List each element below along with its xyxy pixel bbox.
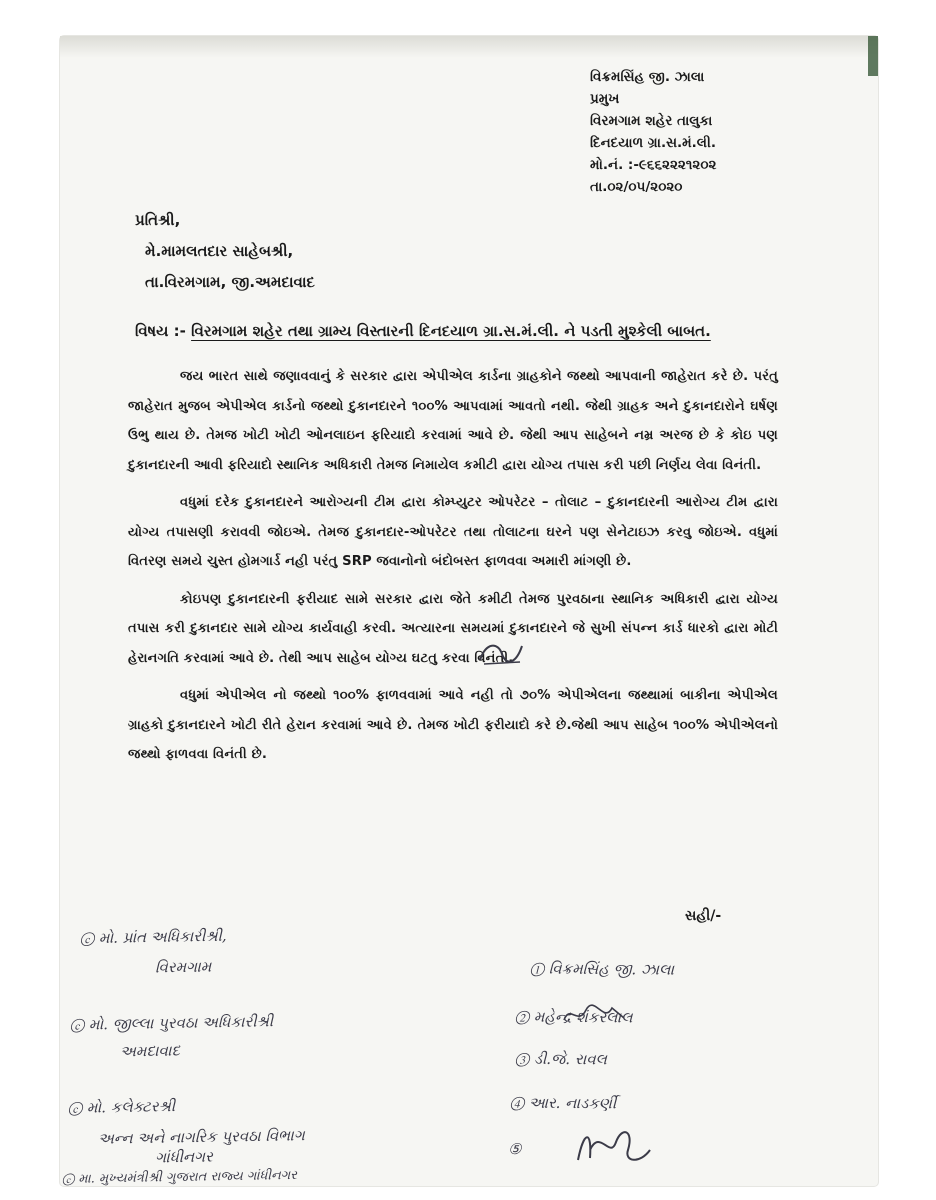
sender-role: પ્રમુખ [590, 91, 620, 107]
sender-block [590, 66, 716, 198]
paragraph-3: કોઇપણ દુકાનદારની ફરીયાદ સામે સરકાર દ્વારા જેતે કમીટી તેમજ પુરવઠાના સ્થાનિક અધિકારી દ્વારા યોગ્ય તપાસ કરી દુકાનદાર સામે યોગ્ય કાર્યવાહી કરવી. અત્યારના સમયમાં દુકાનદારને જે સુખી સંપન્ન કાર્ડ ધારકો દ્વારા મોટી હેરાનગતિ કરવામાં આવે છે. તેથી આપ સાહેબ યોગ્ય ઘટતુ કરવા વિનંતી. [128, 591, 778, 666]
letter-date: તા.૦૨/૦૫/૨૦૨૦ [590, 179, 683, 195]
cc-note-3-dept: અન્ન અને નાગરિક પુરવઠા વિભાગ [97, 1126, 305, 1148]
signature-5-scribble [570, 1120, 660, 1170]
cc-note-1: ⓒ મો. પ્રાંત અધિકારીશ્રી, [79, 926, 227, 948]
subject-text: વિરમગામ શહેર તથા ગ્રામ્ય વિસ્તારની દિનદયાળ ગ્રા.સ.મં.લી. ને પડતી મુશ્કેલી બાબત. [191, 322, 711, 340]
signature-2: ② મહેન્દ્ર શંકરલાલ [514, 1007, 633, 1027]
handwritten-correction [476, 638, 526, 668]
signature-3: ③ ડી.જે. રાવલ [514, 1049, 608, 1069]
letter-body [128, 362, 778, 778]
subject-label: વિષય :- [135, 322, 186, 340]
cc-note-4: ⓒ મા. મુખ્યમંત્રીશ્રી ગુજરાત રાજ્ય ગાંધીનગર [61, 1167, 298, 1188]
sender-assoc: દિનદયાળ ગ્રા.સ.મં.લી. [590, 135, 717, 151]
cc-note-1-place: વિરમગામ [154, 957, 212, 977]
cc-note-3: ⓒ મો. કલેક્ટરશ્રી [67, 1097, 176, 1117]
cc-note-2: ⓒ મો. જીલ્લા પુરવઠા અધિકારીશ્રી [69, 1012, 274, 1034]
signature-2-scribble [560, 1000, 630, 1030]
cc-note-2-place: અમદાવાદ [119, 1041, 181, 1061]
photo-edge [868, 36, 878, 76]
paragraph-4: વધુમાં એપીએલ નો જથ્થો ૧૦૦% ફાળવવામાં આવે નહી તો ૭૦% એપીએલના જથ્થામાં બાકીના એપીએલ ગ્રાહકો દુકાનદારને ખોટી રીતે હેરાન કરવામાં આવે છે. તેમજ ખોટી ફરીયાદો કરે છે.જેથી આપ સાહેબ ૧૦૦% એપીએલનો જથ્થો ફાળવવા વિનંતી છે. [128, 688, 778, 762]
sender-name: વિક્રમસિંહ જી. ઝાલા [590, 69, 705, 85]
subject-line [135, 322, 711, 340]
signature-5: ⑤ [507, 1139, 522, 1159]
sender-mobile: મો.નં. :-૯૬૬૨૨૨૧૨૦૨ [590, 157, 717, 173]
recipient-line2: મે.મામલતદાર સાહેબશ્રી, [145, 242, 294, 260]
paragraph-1: જય ભારત સાથે જણાવવાનું કે સરકાર દ્વારા એપીએલ કાર્ડના ગ્રાહકોને જથ્થો આપવાની જાહેરાત કરે છે. પરંતુ જાહેરાત મુજબ એપીએલ કાર્ડનો જથ્થો દુકાનદારને ૧૦૦% આપવામાં આવતો નથી. જેથી ગ્રાહક અને દુકાનદારોને ઘર્ષણ ઉભુ થાય છે. તેમજ ખોટી ખોટી ઓનલાઇન ફરિયાદો કરવામાં આવે છે. જેથી આપ સાહેબને નમ્ર અરજ છે કે કોઇ પણ દુકાનદારની આવી ફરિયાદો સ્થાનિક અધિકારી તેમજ નિમાયેલ કમીટી દ્વારા યોગ્ય તપાસ કરી પછી નિર્ણય લેવા વિનંતી. [128, 369, 778, 473]
signature-heading: સહી/- [685, 908, 722, 924]
recipient-line3: તા.વિરમગામ, જી.અમદાવાદ [145, 273, 315, 291]
sender-org: વિરમગામ શહેર તાલુકા [590, 113, 713, 129]
signature-1: ① વિક્રમસિંહ જી. ઝાલા [529, 959, 675, 979]
signature-4: ④ આર. નાડકર્ણી [509, 1093, 617, 1113]
recipient-block [135, 205, 315, 298]
paragraph-2: વધુમાં દરેક દુકાનદારને આરોગ્યની ટીમ દ્વારા કોમ્પ્યુટર ઓપરેટર – તોલાટ – દુકાનદારની આરોગ્ય ટીમ દ્વારા યોગ્ય તપાસણી કરાવવી જોઇએ. તેમજ દુકાનદાર-ઓપરેટર તથા તોલાટના ઘરને પણ સેનેટાઇઝ કરવુ જોઇએ. વધુમાં વિતરણ સમયે ચુસ્ત હોમગાર્ડ નહી પરંતુ SRP જવાનોનો બંદોબસ્ત ફાળવવા અમારી માંગણી છે. [128, 495, 778, 569]
cc-note-3-place: ગાંધીનગર [154, 1147, 213, 1167]
recipient-line1: પ્રતિશ્રી, [135, 211, 181, 229]
